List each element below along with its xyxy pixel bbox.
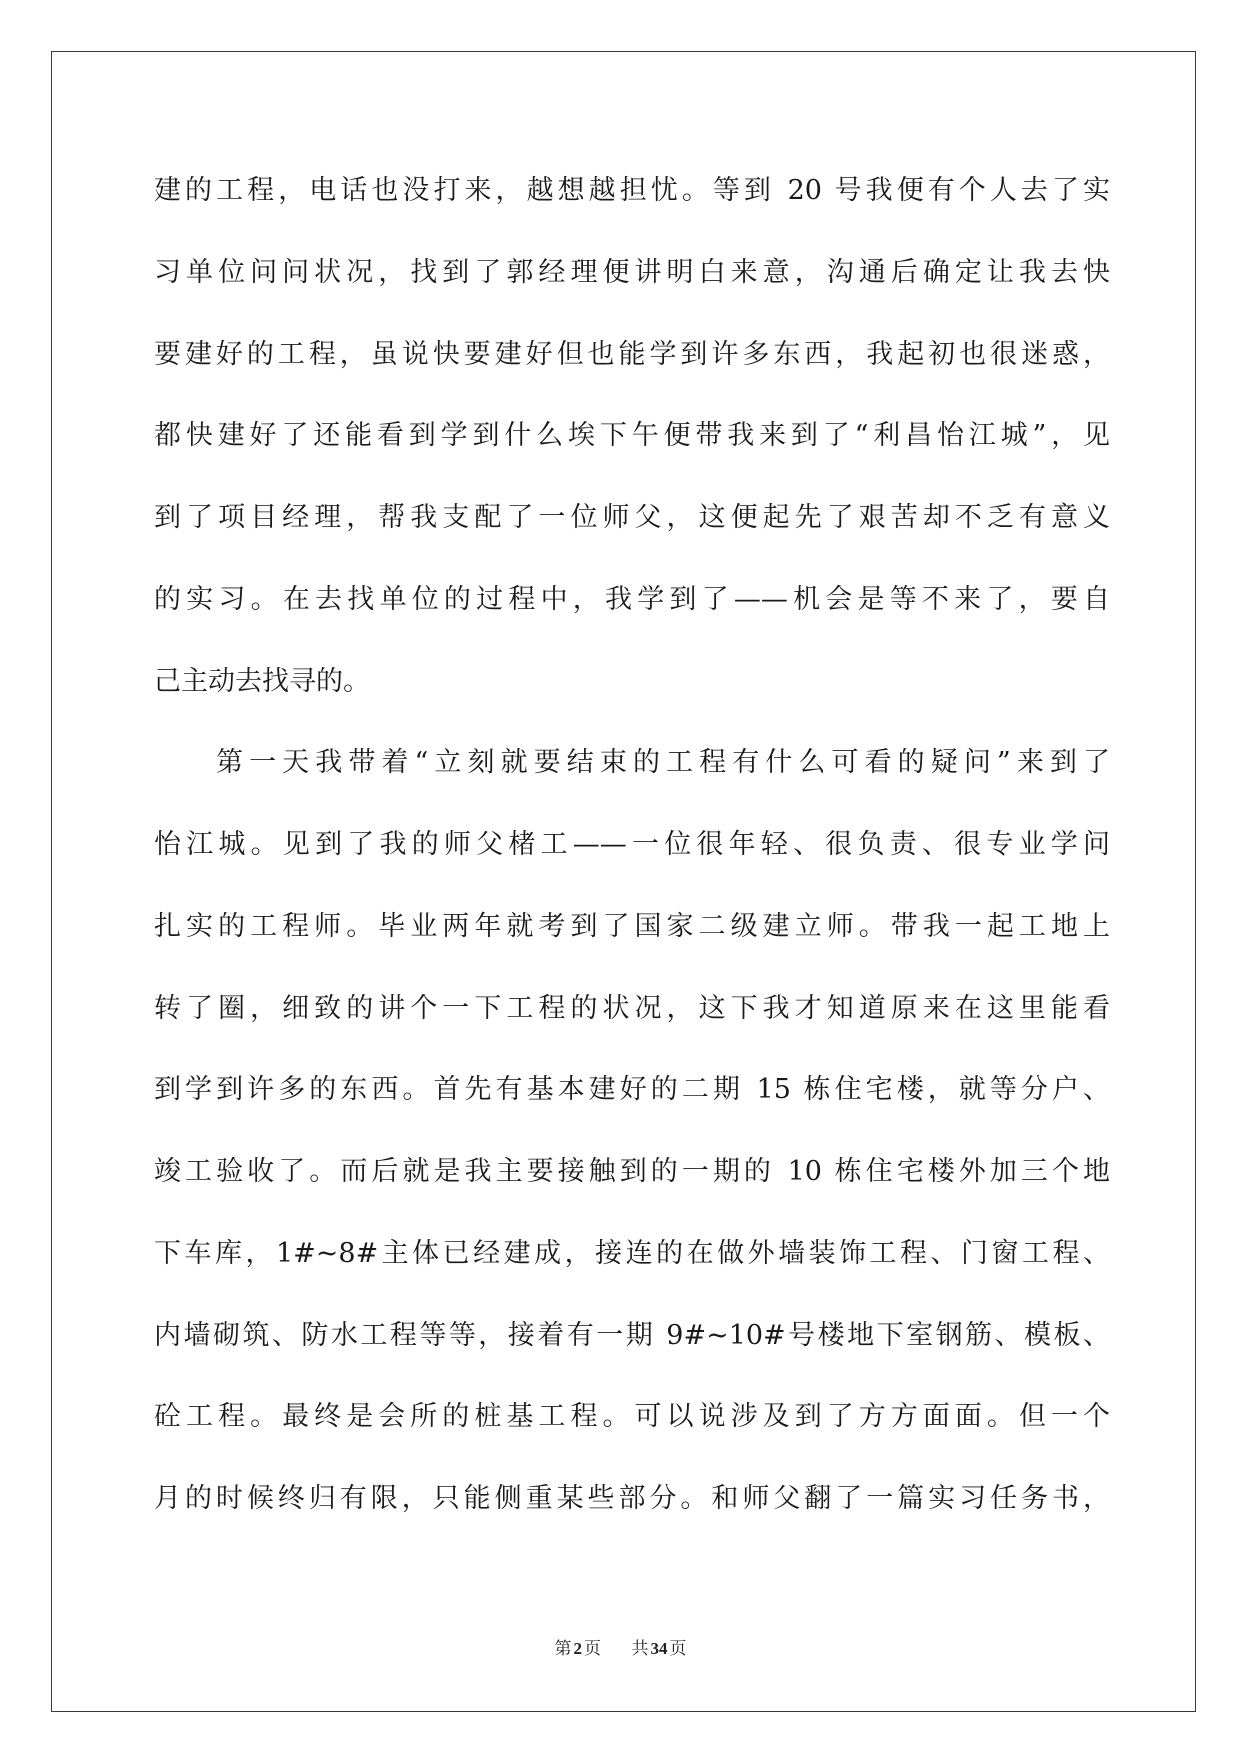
total-pages-label — [632, 1639, 687, 1658]
page-number: 2 — [573, 1639, 582, 1658]
text-line: 下车库，1#~8#主体已经建成，接连的在做外墙装饰工程、门窗工程、 — [154, 1237, 1110, 1269]
text-line: 砼工程。最终是会所的桩基工程。可以说涉及到了方方面面。但一个 — [154, 1401, 1110, 1433]
paragraph-2 — [154, 722, 1110, 1540]
text-line: 月的时候终归有限，只能侧重某些部分。和师父翻了一篇实习任务书， — [154, 1483, 1110, 1514]
text-line: 到学到许多的东西。首先有基本建好的二期 15 栋住宅楼，就等分户、 — [154, 1074, 1110, 1106]
text-line: 习单位问问状况，找到了郭经理便讲明白来意，沟通后确定让我去快 — [154, 256, 1110, 288]
paragraph-1 — [154, 150, 1110, 722]
text-line: 怡江城。见到了我的师父楮工——一位很年轻、很负责、很专业学问 — [154, 829, 1110, 860]
body-text — [154, 150, 1110, 1540]
total-suffix: 页 — [669, 1639, 687, 1658]
text-line: 都快建好了还能看到学到什么埃下午便带我来到了“利昌怡江城”，见 — [154, 420, 1110, 452]
total-prefix: 共 — [631, 1639, 649, 1658]
page-footer — [0, 1636, 1241, 1662]
text-line: 内墙砌筑、防水工程等等，接着有一期 9#~10#号楼地下室钢筋、模板、 — [154, 1319, 1110, 1351]
text-line: 的实习。在去找单位的过程中，我学到了——机会是等不来了，要自 — [154, 583, 1110, 615]
text-line: 建的工程，电话也没打来，越想越担忧。等到 20 号我便有个人去了实 — [154, 175, 1110, 206]
text-line: 己主动去找寻的。 — [154, 665, 370, 697]
text-line: 竣工验收了。而后就是我主要接触到的一期的 10 栋住宅楼外加三个地 — [154, 1156, 1110, 1187]
text-line: 第一天我带着“立刻就要结束的工程有什么可看的疑问”来到了 — [216, 747, 1110, 779]
total-pages: 34 — [650, 1639, 668, 1658]
text-line: 扎实的工程师。毕业两年就考到了国家二级建立师。带我一起工地上 — [154, 910, 1110, 942]
page-prefix: 第 — [554, 1639, 572, 1658]
text-line: 要建好的工程，虽说快要建好但也能学到许多东西，我起初也很迷惑， — [154, 338, 1110, 370]
text-line: 转了圈，细致的讲个一下工程的状况，这下我才知道原来在这里能看 — [154, 992, 1110, 1024]
text-line: 到了项目经理，帮我支配了一位师父，这便起先了艰苦却不乏有意义 — [154, 502, 1110, 533]
page-suffix: 页 — [584, 1639, 601, 1658]
page-number-label — [555, 1639, 606, 1658]
